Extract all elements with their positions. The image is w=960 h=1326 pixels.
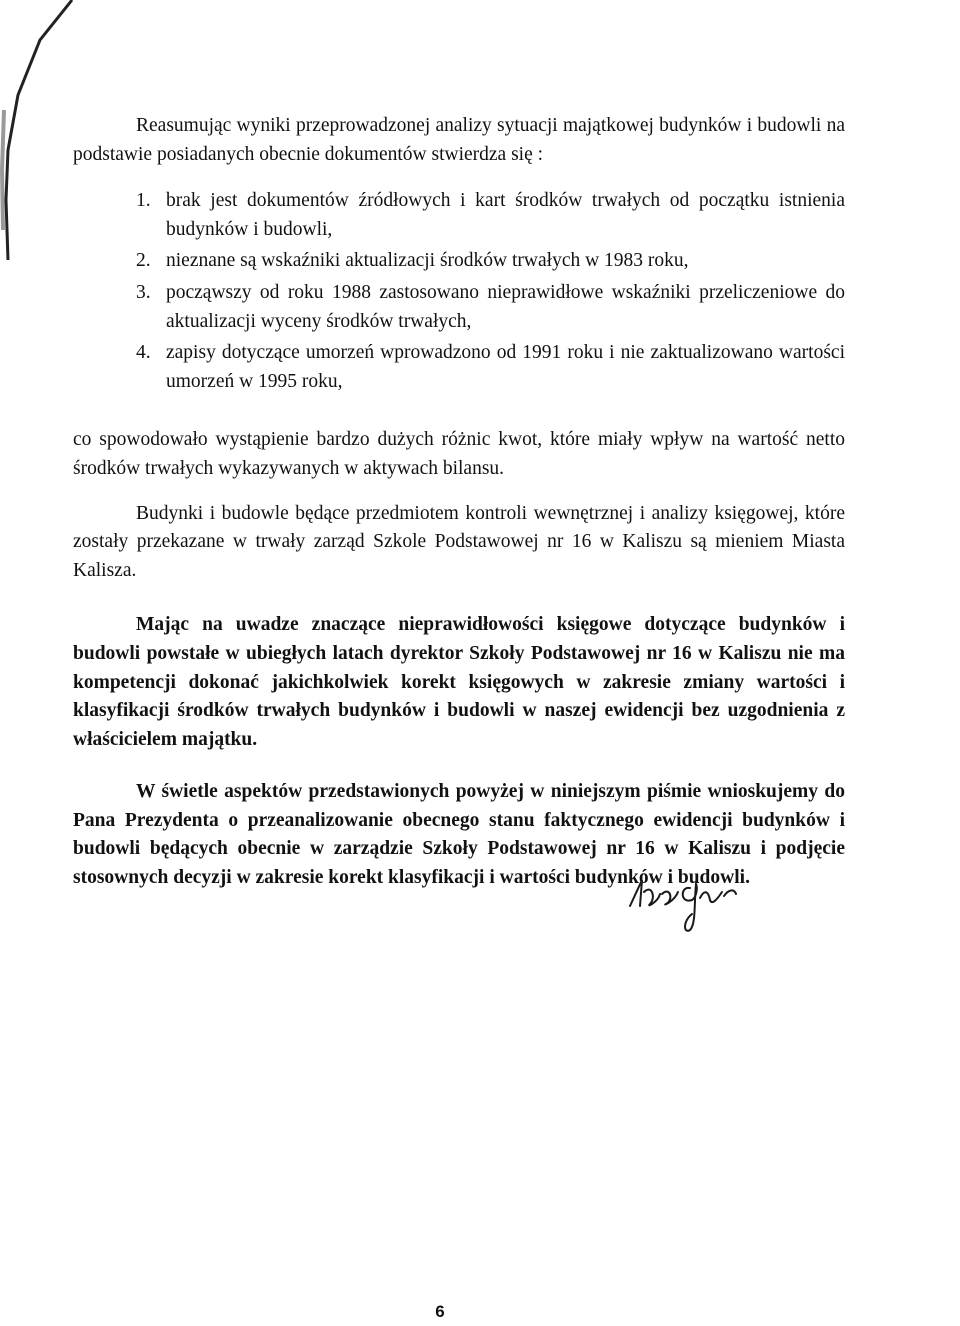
list-item: [73, 339, 845, 396]
list-item-number: 2.: [136, 250, 151, 272]
scan-edge-mark: [0, 0, 80, 280]
list-item: [73, 187, 845, 244]
page-number: 6: [435, 1302, 445, 1321]
request-paragraph: W świetle aspektów przedstawionych powyżej w niniejszym piśmie wnioskujemy do Pana Prezydenta o przeanalizowanie obecnego stanu faktycznego ewidencji budynków i budowli będących obecnie w zarządzie Szkoły Podstawowej nr 16 w Kaliszu i podjęcie stosownych decyzji w zakresie korekt klasyfikacji i wartości budynków i budowli.: [73, 781, 845, 889]
findings-list: [73, 187, 845, 396]
list-item: [73, 279, 845, 336]
irregularities-paragraph: Mając na uwadze znaczące nieprawidłowości księgowe dotyczące budynków i budowli powstałe w ubiegłych latach dyrektor Szkoły Podstawowej nr 16 w Kaliszu nie ma kompetencji dokonać jakichkolwiek korekt księgowych w zakresie zmiany wartości i klasyfikacji środków trwałych budynków i budowli w naszej ewidencji bez uzgodnienia z właścicielem majątku.: [73, 614, 845, 750]
buildings-paragraph: Budynki i budowle będące przedmiotem kontroli wewnętrznej i analizy księgowej, które zostały przekazane w trwały zarząd Szkole Podstawowej nr 16 w Kaliszu są mieniem Miasta Kalisza.: [73, 502, 845, 581]
list-item-number: 1.: [136, 190, 151, 212]
handwritten-signature: [600, 848, 790, 938]
intro-paragraph: Reasumując wyniki przeprowadzonej analizy sytuacji majątkowej budynków i budowli na podstawie posiadanych obecnie dokumentów stwierdza się :: [73, 115, 845, 165]
list-item-text: nieznane są wskaźniki aktualizacji środków trwałych w 1983 roku,: [166, 250, 689, 272]
list-item-text: zapisy dotyczące umorzeń wprowadzono od 1991 roku i nie zaktualizowano wartości umorzeń w 1995 roku,: [166, 342, 845, 392]
list-item: [73, 247, 845, 276]
document-body: [73, 112, 845, 893]
effect-paragraph: co spowodowało wystąpienie bardzo dużych różnic kwot, które miały wpływ na wartość netto środków trwałych wykazywanych w aktywach bilansu.: [73, 429, 845, 479]
list-item-text: brak jest dokumentów źródłowych i kart środków trwałych od początku istnienia budynków i budowli,: [166, 190, 845, 240]
list-item-number: 3.: [136, 281, 151, 303]
list-item-number: 4.: [136, 342, 151, 364]
list-item-text: począwszy od roku 1988 zastosowano nieprawidłowe wskaźniki przeliczeniowe do aktualizacji wyceny środków trwałych,: [166, 281, 845, 332]
